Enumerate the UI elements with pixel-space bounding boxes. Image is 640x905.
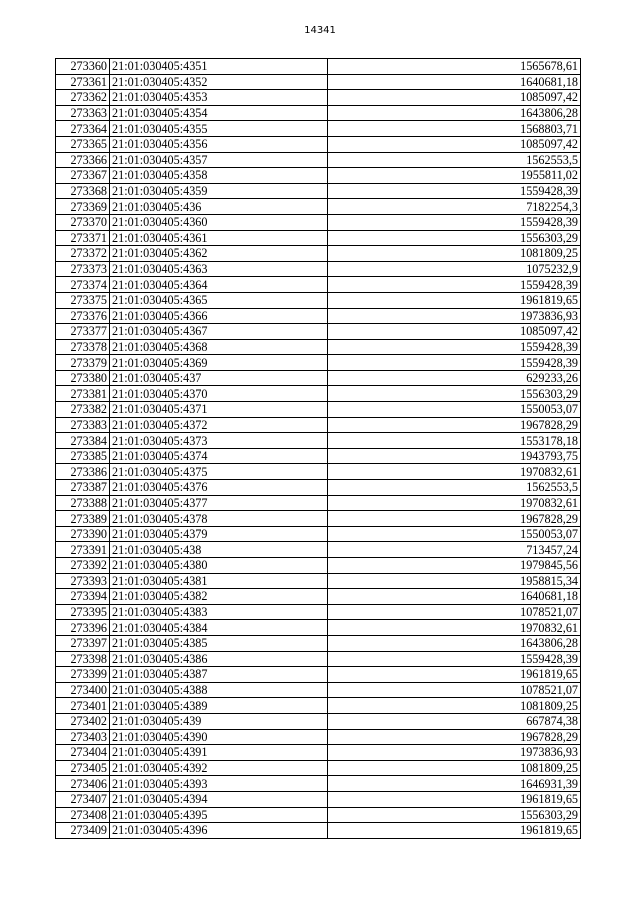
cadastral-value-cell: 1550053,07: [328, 526, 581, 542]
row-number-cell: 273392: [56, 558, 110, 574]
row-number-cell: 273386: [56, 464, 110, 480]
cadastral-value-cell: 1643806,28: [328, 105, 581, 121]
cadastral-number-cell: 21:01:030405:4368: [110, 339, 328, 355]
table-row: [56, 433, 581, 449]
table-row: [56, 635, 581, 651]
table-row: [56, 402, 581, 418]
table-row: [56, 464, 581, 480]
cadastral-value-cell: 1973836,93: [328, 745, 581, 761]
row-number-cell: 273405: [56, 760, 110, 776]
table-row: [56, 526, 581, 542]
table-row: [56, 745, 581, 761]
row-number-cell: 273369: [56, 199, 110, 215]
cadastral-value-cell: 1562553,5: [328, 480, 581, 496]
cadastral-value-cell: 1556303,29: [328, 807, 581, 823]
table-row: [56, 90, 581, 106]
cadastral-number-cell: 21:01:030405:4382: [110, 589, 328, 605]
table-row: [56, 370, 581, 386]
table-row: [56, 277, 581, 293]
table-row: [56, 152, 581, 168]
cadastral-value-cell: 1565678,61: [328, 59, 581, 75]
cadastral-value-cell: 1081809,25: [328, 246, 581, 262]
cadastral-number-cell: 21:01:030405:4384: [110, 620, 328, 636]
row-number-cell: 273374: [56, 277, 110, 293]
table-row: [56, 199, 581, 215]
row-number-cell: 273371: [56, 230, 110, 246]
row-number-cell: 273399: [56, 667, 110, 683]
table-row: [56, 558, 581, 574]
cadastral-number-cell: 21:01:030405:4388: [110, 682, 328, 698]
row-number-cell: 273364: [56, 121, 110, 137]
cadastral-number-cell: 21:01:030405:4354: [110, 105, 328, 121]
cadastral-number-cell: 21:01:030405:4393: [110, 776, 328, 792]
cadastral-value-cell: 1559428,39: [328, 339, 581, 355]
cadastral-value-cell: 1961819,65: [328, 791, 581, 807]
row-number-cell: 273394: [56, 589, 110, 605]
cadastral-value-cell: 1559428,39: [328, 651, 581, 667]
cadastral-number-cell: 21:01:030405:4385: [110, 635, 328, 651]
row-number-cell: 273404: [56, 745, 110, 761]
table-row: [56, 495, 581, 511]
table-row: [56, 573, 581, 589]
table-row: [56, 729, 581, 745]
cadastral-number-cell: 21:01:030405:4364: [110, 277, 328, 293]
cadastral-value-cell: 1961819,65: [328, 823, 581, 839]
cadastral-number-cell: 21:01:030405:4353: [110, 90, 328, 106]
row-number-cell: 273366: [56, 152, 110, 168]
table-row: [56, 760, 581, 776]
table-row: [56, 480, 581, 496]
row-number-cell: 273393: [56, 573, 110, 589]
table-row: [56, 74, 581, 90]
table-row: [56, 651, 581, 667]
cadastral-number-cell: 21:01:030405:4371: [110, 402, 328, 418]
table-row: [56, 698, 581, 714]
row-number-cell: 273403: [56, 729, 110, 745]
row-number-cell: 273409: [56, 823, 110, 839]
cadastral-number-cell: 21:01:030405:4356: [110, 136, 328, 152]
table-row: [56, 791, 581, 807]
cadastral-value-cell: 1640681,18: [328, 589, 581, 605]
row-number-cell: 273406: [56, 776, 110, 792]
cadastral-value-cell: 1556303,29: [328, 386, 581, 402]
cadastral-number-cell: 21:01:030405:4361: [110, 230, 328, 246]
table-row: [56, 59, 581, 75]
cadastral-value-cell: 7182254,3: [328, 199, 581, 215]
row-number-cell: 273391: [56, 542, 110, 558]
cadastral-number-cell: 21:01:030405:4396: [110, 823, 328, 839]
cadastral-value-cell: 1553178,18: [328, 433, 581, 449]
cadastral-value-cell: 1085097,42: [328, 136, 581, 152]
table-row: [56, 511, 581, 527]
row-number-cell: 273389: [56, 511, 110, 527]
cadastral-number-cell: 21:01:030405:4358: [110, 168, 328, 184]
cadastral-number-cell: 21:01:030405:4367: [110, 324, 328, 340]
cadastral-value-cell: 1075232,9: [328, 261, 581, 277]
cadastral-number-cell: 21:01:030405:4386: [110, 651, 328, 667]
cadastral-number-cell: 21:01:030405:436: [110, 199, 328, 215]
row-number-cell: 273384: [56, 433, 110, 449]
row-number-cell: 273402: [56, 713, 110, 729]
cadastral-value-cell: 1958815,34: [328, 573, 581, 589]
cadastral-value-cell: 1078521,07: [328, 604, 581, 620]
table-row: [56, 261, 581, 277]
cadastral-value-table: [55, 58, 581, 839]
cadastral-number-cell: 21:01:030405:4379: [110, 526, 328, 542]
row-number-cell: 273377: [56, 324, 110, 340]
cadastral-value-cell: 1559428,39: [328, 277, 581, 293]
cadastral-number-cell: 21:01:030405:4359: [110, 183, 328, 199]
table-row: [56, 105, 581, 121]
row-number-cell: 273407: [56, 791, 110, 807]
table-row: [56, 417, 581, 433]
cadastral-value-cell: 1559428,39: [328, 183, 581, 199]
row-number-cell: 273388: [56, 495, 110, 511]
cadastral-value-cell: 1979845,56: [328, 558, 581, 574]
row-number-cell: 273373: [56, 261, 110, 277]
table-row: [56, 776, 581, 792]
row-number-cell: 273376: [56, 308, 110, 324]
cadastral-number-cell: 21:01:030405:4392: [110, 760, 328, 776]
table-row: [56, 823, 581, 839]
table-row: [56, 183, 581, 199]
cadastral-number-cell: 21:01:030405:4377: [110, 495, 328, 511]
row-number-cell: 273370: [56, 214, 110, 230]
table-row: [56, 542, 581, 558]
cadastral-value-cell: 1559428,39: [328, 214, 581, 230]
row-number-cell: 273375: [56, 292, 110, 308]
table-row: [56, 121, 581, 137]
row-number-cell: 273361: [56, 74, 110, 90]
row-number-cell: 273365: [56, 136, 110, 152]
cadastral-number-cell: 21:01:030405:4380: [110, 558, 328, 574]
cadastral-number-cell: 21:01:030405:4363: [110, 261, 328, 277]
cadastral-number-cell: 21:01:030405:4381: [110, 573, 328, 589]
table-row: [56, 807, 581, 823]
cadastral-value-cell: 1973836,93: [328, 308, 581, 324]
cadastral-value-cell: 713457,24: [328, 542, 581, 558]
cadastral-number-cell: 21:01:030405:439: [110, 713, 328, 729]
row-number-cell: 273397: [56, 635, 110, 651]
cadastral-value-cell: 1643806,28: [328, 635, 581, 651]
table-row: [56, 682, 581, 698]
cadastral-number-cell: 21:01:030405:438: [110, 542, 328, 558]
table-row: [56, 386, 581, 402]
cadastral-number-cell: 21:01:030405:4370: [110, 386, 328, 402]
cadastral-value-cell: 1970832,61: [328, 495, 581, 511]
cadastral-value-cell: 1550053,07: [328, 402, 581, 418]
table-row: [56, 246, 581, 262]
cadastral-value-cell: 1556303,29: [328, 230, 581, 246]
table-row: [56, 339, 581, 355]
cadastral-value-cell: 1568803,71: [328, 121, 581, 137]
cadastral-value-cell: 1085097,42: [328, 324, 581, 340]
cadastral-value-cell: 1970832,61: [328, 620, 581, 636]
table-row: [56, 355, 581, 371]
row-number-cell: 273390: [56, 526, 110, 542]
cadastral-number-cell: 21:01:030405:437: [110, 370, 328, 386]
table-row: [56, 308, 581, 324]
cadastral-number-cell: 21:01:030405:4383: [110, 604, 328, 620]
cadastral-number-cell: 21:01:030405:4395: [110, 807, 328, 823]
cadastral-number-cell: 21:01:030405:4360: [110, 214, 328, 230]
table-body: [56, 59, 581, 839]
row-number-cell: 273378: [56, 339, 110, 355]
cadastral-value-cell: 1970832,61: [328, 464, 581, 480]
cadastral-value-cell: 1081809,25: [328, 760, 581, 776]
table-row: [56, 230, 581, 246]
row-number-cell: 273379: [56, 355, 110, 371]
cadastral-number-cell: 21:01:030405:4373: [110, 433, 328, 449]
cadastral-number-cell: 21:01:030405:4362: [110, 246, 328, 262]
cadastral-number-cell: 21:01:030405:4366: [110, 308, 328, 324]
row-number-cell: 273381: [56, 386, 110, 402]
row-number-cell: 273387: [56, 480, 110, 496]
cadastral-number-cell: 21:01:030405:4375: [110, 464, 328, 480]
page-number: 14341: [304, 25, 336, 36]
cadastral-value-cell: 1562553,5: [328, 152, 581, 168]
table-row: [56, 292, 581, 308]
cadastral-number-cell: 21:01:030405:4389: [110, 698, 328, 714]
cadastral-value-cell: 1967828,29: [328, 417, 581, 433]
cadastral-value-cell: 1081809,25: [328, 698, 581, 714]
cadastral-value-cell: 1085097,42: [328, 90, 581, 106]
cadastral-number-cell: 21:01:030405:4391: [110, 745, 328, 761]
row-number-cell: 273401: [56, 698, 110, 714]
cadastral-number-cell: 21:01:030405:4378: [110, 511, 328, 527]
table-row: [56, 168, 581, 184]
cadastral-number-cell: 21:01:030405:4387: [110, 667, 328, 683]
cadastral-value-cell: 1967828,29: [328, 511, 581, 527]
cadastral-number-cell: 21:01:030405:4355: [110, 121, 328, 137]
cadastral-number-cell: 21:01:030405:4365: [110, 292, 328, 308]
row-number-cell: 273408: [56, 807, 110, 823]
cadastral-value-cell: 629233,26: [328, 370, 581, 386]
row-number-cell: 273360: [56, 59, 110, 75]
row-number-cell: 273395: [56, 604, 110, 620]
row-number-cell: 273363: [56, 105, 110, 121]
table-row: [56, 214, 581, 230]
table-row: [56, 713, 581, 729]
table-row: [56, 136, 581, 152]
table-row: [56, 604, 581, 620]
table-row: [56, 448, 581, 464]
cadastral-number-cell: 21:01:030405:4394: [110, 791, 328, 807]
cadastral-number-cell: 21:01:030405:4352: [110, 74, 328, 90]
row-number-cell: 273367: [56, 168, 110, 184]
cadastral-value-cell: 667874,38: [328, 713, 581, 729]
table-row: [56, 667, 581, 683]
row-number-cell: 273382: [56, 402, 110, 418]
cadastral-number-cell: 21:01:030405:4376: [110, 480, 328, 496]
row-number-cell: 273372: [56, 246, 110, 262]
table-row: [56, 324, 581, 340]
cadastral-value-cell: 1967828,29: [328, 729, 581, 745]
row-number-cell: 273383: [56, 417, 110, 433]
row-number-cell: 273368: [56, 183, 110, 199]
cadastral-value-cell: 1955811,02: [328, 168, 581, 184]
cadastral-value-cell: 1078521,07: [328, 682, 581, 698]
cadastral-value-cell: 1646931,39: [328, 776, 581, 792]
cadastral-value-cell: 1961819,65: [328, 292, 581, 308]
cadastral-value-cell: 1961819,65: [328, 667, 581, 683]
cadastral-number-cell: 21:01:030405:4372: [110, 417, 328, 433]
cadastral-number-cell: 21:01:030405:4351: [110, 59, 328, 75]
row-number-cell: 273362: [56, 90, 110, 106]
row-number-cell: 273400: [56, 682, 110, 698]
cadastral-number-cell: 21:01:030405:4374: [110, 448, 328, 464]
row-number-cell: 273396: [56, 620, 110, 636]
row-number-cell: 273385: [56, 448, 110, 464]
row-number-cell: 273380: [56, 370, 110, 386]
cadastral-value-cell: 1559428,39: [328, 355, 581, 371]
table-row: [56, 620, 581, 636]
cadastral-number-cell: 21:01:030405:4357: [110, 152, 328, 168]
table-row: [56, 589, 581, 605]
cadastral-number-cell: 21:01:030405:4390: [110, 729, 328, 745]
row-number-cell: 273398: [56, 651, 110, 667]
cadastral-number-cell: 21:01:030405:4369: [110, 355, 328, 371]
cadastral-value-cell: 1640681,18: [328, 74, 581, 90]
cadastral-value-cell: 1943793,75: [328, 448, 581, 464]
